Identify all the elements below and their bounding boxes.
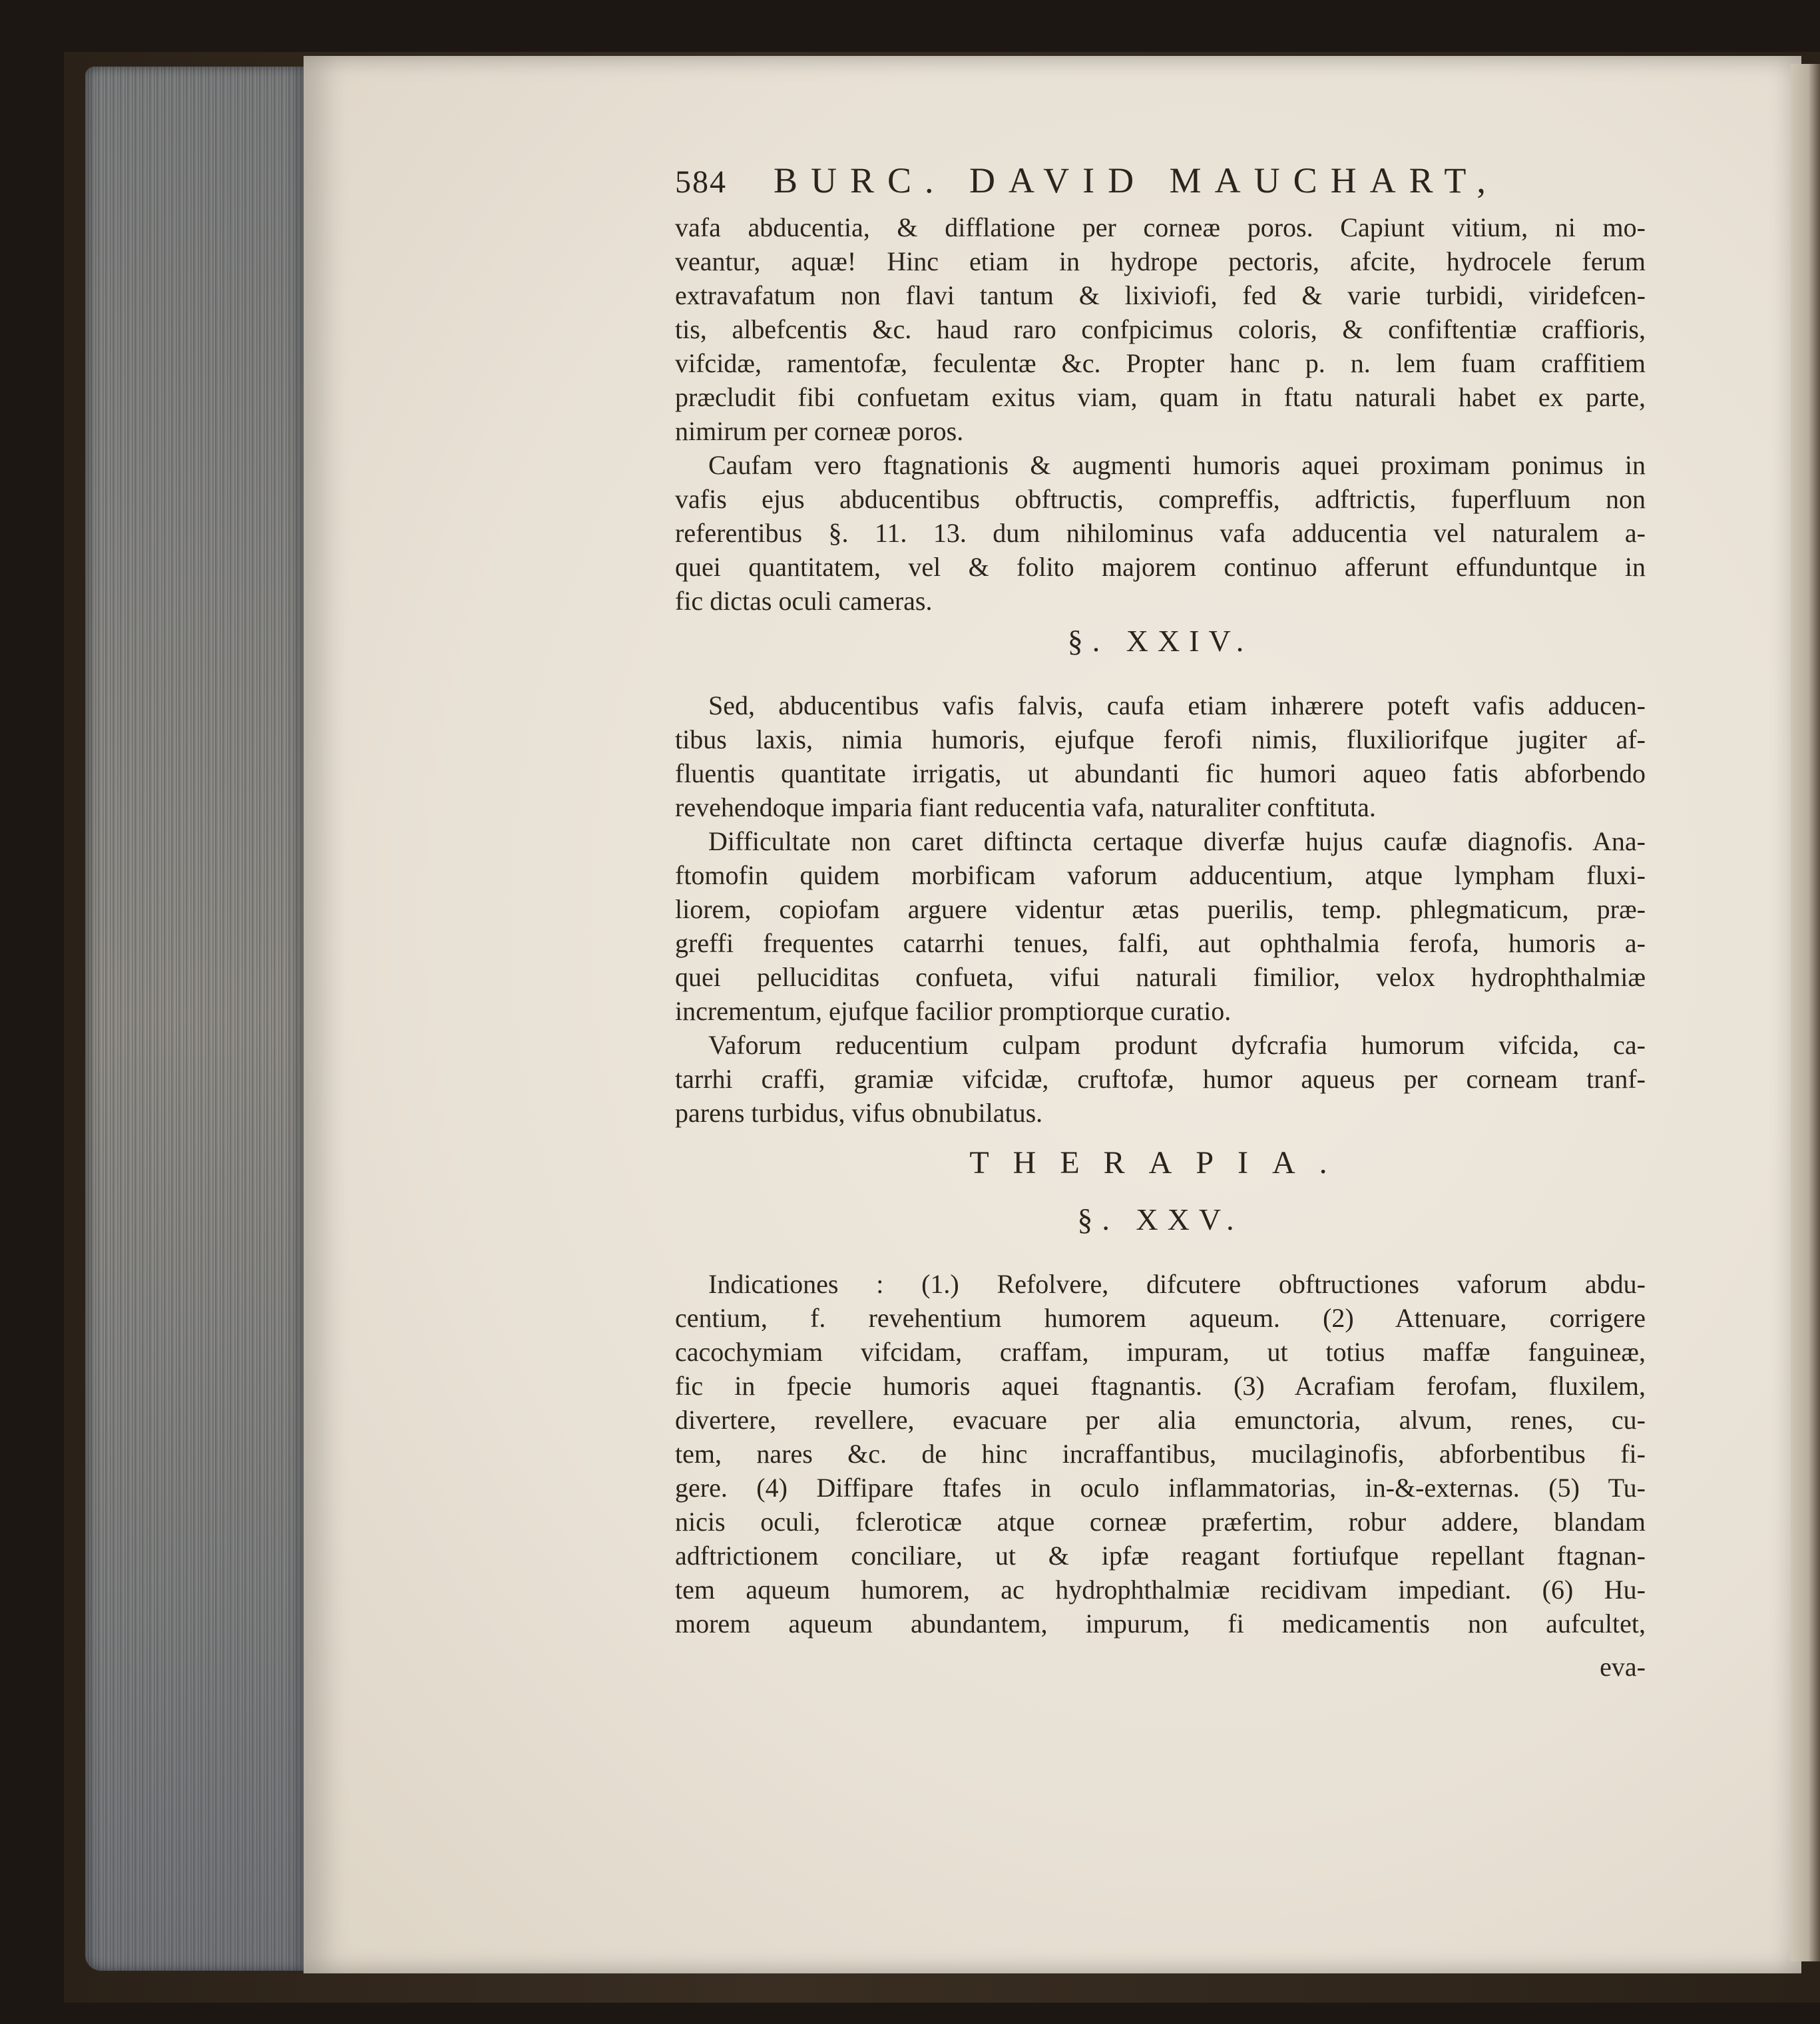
paragraph-3 — [675, 688, 1646, 824]
catchword: eva- — [1600, 1652, 1646, 1682]
text-line: divertere, revellere, evacuare per alia emunctoria, alvum, renes, cu- — [675, 1405, 1646, 1435]
text-block — [675, 160, 1646, 1687]
text-line: extravafatum non flavi tantum & lixiviofi, fed & varie turbidi, viridefcen- — [675, 280, 1646, 310]
text-line: tibus laxis, nimia humoris, ejufque ferofi nimis, fluxiliorifque jugiter af- — [675, 724, 1646, 754]
text-line: greffi frequentes catarrhi tenues, falfi, aut ophthalmia ferofa, humoris a- — [675, 928, 1646, 958]
running-title: BURC. DAVID MAUCHART, — [774, 160, 1499, 200]
text-line: Sed, abducentibus vafis falvis, caufa etiam inhærere poteft vafis adducen- — [708, 690, 1646, 720]
text-line: vafis ejus abducentibus obftructis, compreffis, adftrictis, fuperfluum non — [675, 484, 1646, 514]
text-line: Indicationes : (1.) Refolvere, difcutere obftructiones vaforum abdu- — [708, 1269, 1646, 1299]
text-line: cacochymiam vifcidam, craffam, impuram, ut totius maffæ fanguineæ, — [675, 1337, 1646, 1367]
heading-therapia: THERAPIA. — [969, 1145, 1351, 1180]
section-heading-xxv: §. XXV. — [1077, 1202, 1244, 1236]
text-line: vafa abducentia, & difflatione per corneæ poros. Capiunt vitium, ni mo- — [675, 212, 1646, 242]
text-line: præcludit fibi confuetam exitus viam, quam in ftatu naturali habet ex parte, — [675, 382, 1646, 412]
text-line: tem, nares &c. de hinc incraffantibus, mucilaginofis, abforbentibus fi- — [675, 1439, 1646, 1469]
text-line: incrementum, ejufque facilior promptiorque curatio. — [675, 996, 1232, 1026]
paragraph-1 — [675, 210, 1646, 448]
paragraph-5 — [675, 1028, 1646, 1130]
text-line: morem aqueum abundantem, impurum, fi medicamentis non aufcultet, — [675, 1609, 1646, 1639]
page-number: 584 — [675, 164, 727, 200]
text-line: nimirum per corneæ poros. — [675, 416, 964, 446]
text-line: adftrictionem conciliare, ut & ipfæ reagant fortiufque repellant ftagnan- — [675, 1541, 1646, 1571]
text-line: referentibus §. 11. 13. dum nihilominus vafa adducentia vel naturalem a- — [675, 518, 1646, 548]
text-line: fic in fpecie humoris aquei ftagnantis. (3) Acrafiam ferofam, fluxilem, — [675, 1371, 1646, 1401]
text-line: fluentis quantitate irrigatis, ut abundanti fic humori aqueo fatis abforbendo — [675, 758, 1646, 788]
text-line: parens turbidus, vifus obnubilatus. — [675, 1098, 1043, 1128]
text-line: tis, albefcentis &c. haud raro confpicimus coloris, & confiftentiæ craffioris, — [675, 314, 1646, 344]
text-line: nicis oculi, fcleroticæ atque corneæ præfertim, robur addere, blandam — [675, 1507, 1646, 1537]
text-line: liorem, copiofam arguere videntur ætas puerilis, temp. phlegmaticum, præ- — [675, 894, 1646, 924]
text-line: veantur, aquæ! Hinc etiam in hydrope pectoris, afcite, hydrocele ferum — [675, 246, 1646, 276]
text-line: quei pelluciditas confueta, vifui naturali fimilior, velox hydrophthalmiæ — [675, 962, 1646, 992]
paragraph-6 — [675, 1267, 1646, 1641]
page-stack-fore-edge — [85, 67, 305, 1971]
text-line: vifcidæ, ramentofæ, feculentæ &c. Propter hanc p. n. lem fuam craffitiem — [675, 348, 1646, 378]
text-line: quei quantitatem, vel & folito majorem continuo afferunt effunduntque in — [675, 552, 1646, 582]
text-line: fic dictas oculi cameras. — [675, 586, 933, 616]
paragraph-2 — [675, 448, 1646, 618]
text-line: gere. (4) Diffipare ftafes in oculo inflammatorias, in-&-externas. (5) Tu- — [675, 1473, 1646, 1503]
text-line: centium, f. revehentium humorem aqueum. (2) Attenuare, corrigere — [675, 1303, 1646, 1333]
text-line: revehendoque imparia fiant reducentia vafa, naturaliter conftituta. — [675, 792, 1376, 822]
text-line: Caufam vero ftagnationis & augmenti humoris aquei proximam ponimus in — [708, 450, 1646, 480]
running-head — [675, 160, 1646, 210]
text-line: ftomofin quidem morbificam vaforum adducentium, atque lympham fluxi- — [675, 860, 1646, 890]
text-line: Difficultate non caret diftincta certaque diverfæ hujus caufæ diagnofis. Ana- — [708, 826, 1646, 856]
text-line: Vaforum reducentium culpam produnt dyfcrafia humorum vifcida, ca- — [708, 1030, 1646, 1060]
text-line: tarrhi craffi, gramiæ vifcidæ, cruftofæ, humor aqueus per corneam tranf- — [675, 1064, 1646, 1094]
facing-page-edge — [1791, 64, 1820, 1961]
section-heading-xxiv: §. XXIV. — [1067, 624, 1253, 658]
text-line: tem aqueum humorem, ac hydrophthalmiæ recidivam impediant. (6) Hu- — [675, 1575, 1646, 1605]
paragraph-4 — [675, 824, 1646, 1028]
